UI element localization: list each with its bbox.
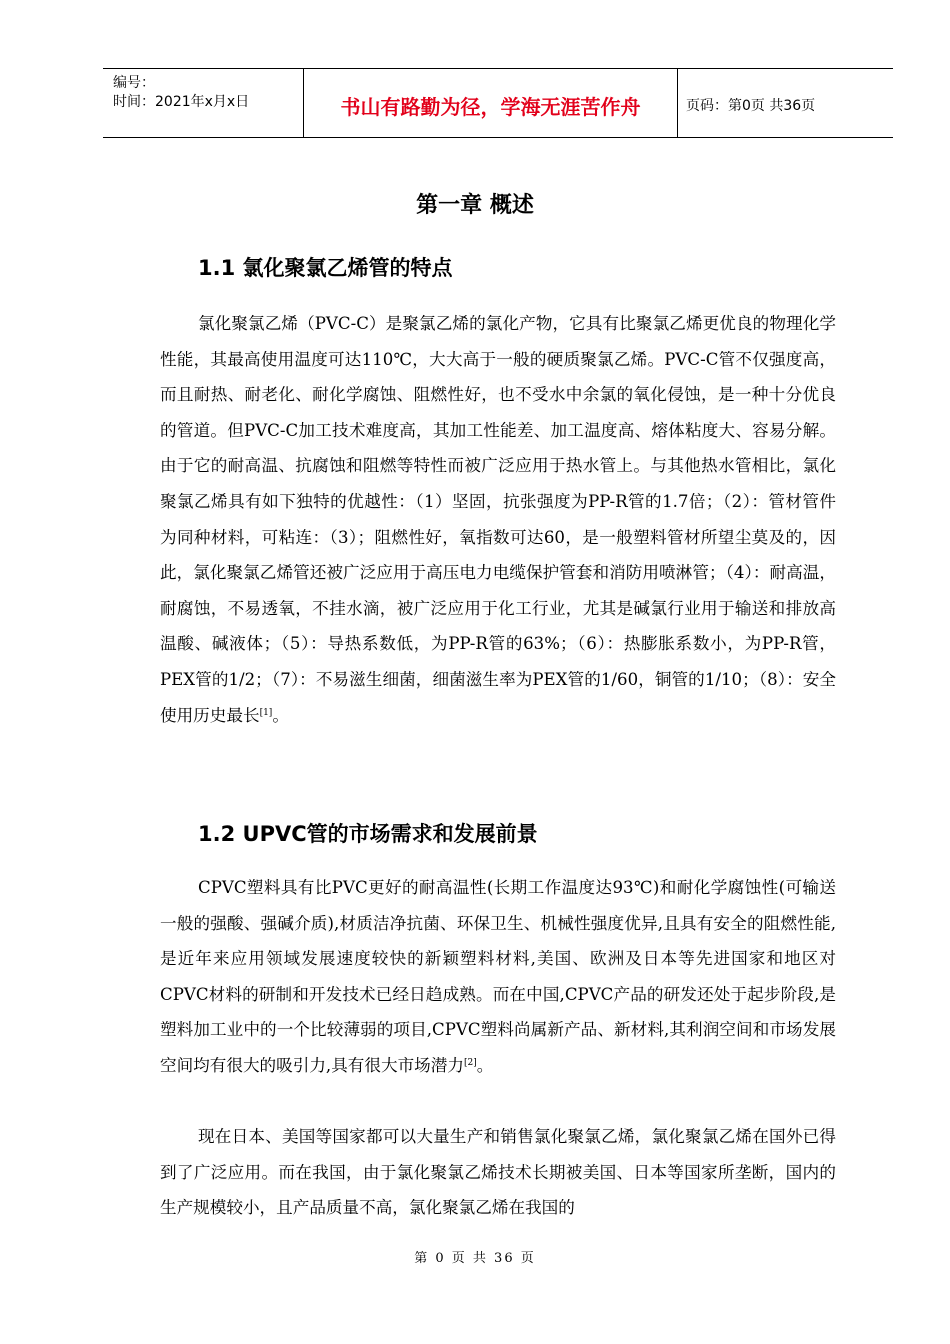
page-info: 页码：第0页 共36页 xyxy=(686,98,816,114)
section-1-text: 氯化聚氯乙烯（PVC-C）是聚氯乙烯的氯化产物，它具有比聚氯乙烯更优良的物理化学性能，其最高使用温度可达110℃，大大高于一般的硬质聚氯乙烯。PVC-C管不仅强度高，而且耐热、耐老化、耐化学腐蚀、阻燃性好，也不受水中余氯的氧化侵蚀，是一种十分优良的管道。但PVC-C加工技术难度高，其加工性能差、加工温度高、熔体粘度大、容易分解。由于它的耐高温、抗腐蚀和阻燃等特性而被广泛应用于热水管上。与其他热水管相比，氯化聚氯乙烯具有如下独特的优越性：（1）坚固，抗张强度为PP-R管的1.7倍；（2）：管材管件为同种材料，可粘连：（3）；阻燃性好，氧指数可达60，是一般塑料管材所望尘莫及的，因此，氯化聚氯乙烯管还被广泛应用于高压电力电缆保护管套和消防用喷淋管；（4）：耐高温，耐腐蚀，不易透氧，不挂水滴，被广泛应用于化工行业，尤其是碱氯行业用于输送和排放高温酸、碱液体；（5）：导热系数低，为PP-R管的63%；（6）：热膨胀系数小，为PP-R管，PEX管的1/2；（7）：不易滋生细菌，细菌滋生率为PEX管的1/60，铜管的1/10；（8）：安全使用历史最长 xyxy=(160,314,836,725)
code-label: 编号： xyxy=(113,75,155,91)
header-info-cell xyxy=(103,69,304,137)
section-2-end: 。 xyxy=(476,1055,494,1075)
header-motto-cell xyxy=(304,69,678,137)
motto-text: 书山有路勤为径，学海无涯苦作舟 xyxy=(340,95,641,119)
section-2-text-2: 现在日本、美国等国家都可以大量生产和销售氯化聚氯乙烯，氯化聚氯乙烯在国外已得到了广泛应用。而在我国，由于氯化聚氯乙烯技术长期被美国、日本等国家所垄断，国内的生产规模较小，且产品质量不高，氯化聚氯乙烯在我国的 xyxy=(160,1127,836,1218)
citation-2: [2] xyxy=(463,1057,477,1068)
section-1-title: 1.1 氯化聚氯乙烯管的特点 xyxy=(198,256,453,280)
header-table xyxy=(103,68,893,138)
section-1-end: 。 xyxy=(272,705,289,725)
section-2-title: 1.2 UPVC管的市场需求和发展前景 xyxy=(198,822,538,846)
chapter-title: 第一章 概述 xyxy=(416,193,534,218)
page-footer: 第 0 页 共 36 页 xyxy=(414,1251,536,1266)
section-2-text-1: CPVC塑料具有比PVC更好的耐高温性(长期工作温度达93℃)和耐化学腐蚀性(可输送一般的强酸、强碱介质),材质洁净抗菌、环保卫生、机械性强度优异,且具有安全的阻燃性能,是近年来应用领域发展速度较快的新颖塑料材料,美国、欧洲及日本等先进国家和地区对CPVC材料的研制和开发技术已经日趋成熟。而在中国,CPVC产品的研发还处于起步阶段,是塑料加工业中的一个比较薄弱的项目,CPVC塑料尚属新产品、新材料,其利润空间和市场发展空间均有很大的吸引力,具有很大市场潜力 xyxy=(160,878,836,1075)
time-label: 时间：2021年x月x日 xyxy=(113,94,250,110)
header-page-cell xyxy=(678,69,893,137)
section-1-paragraph xyxy=(160,306,836,733)
section-2-paragraph-2 xyxy=(160,1119,836,1226)
section-2-paragraph-1 xyxy=(160,870,836,1084)
citation-1: [1] xyxy=(259,707,273,718)
